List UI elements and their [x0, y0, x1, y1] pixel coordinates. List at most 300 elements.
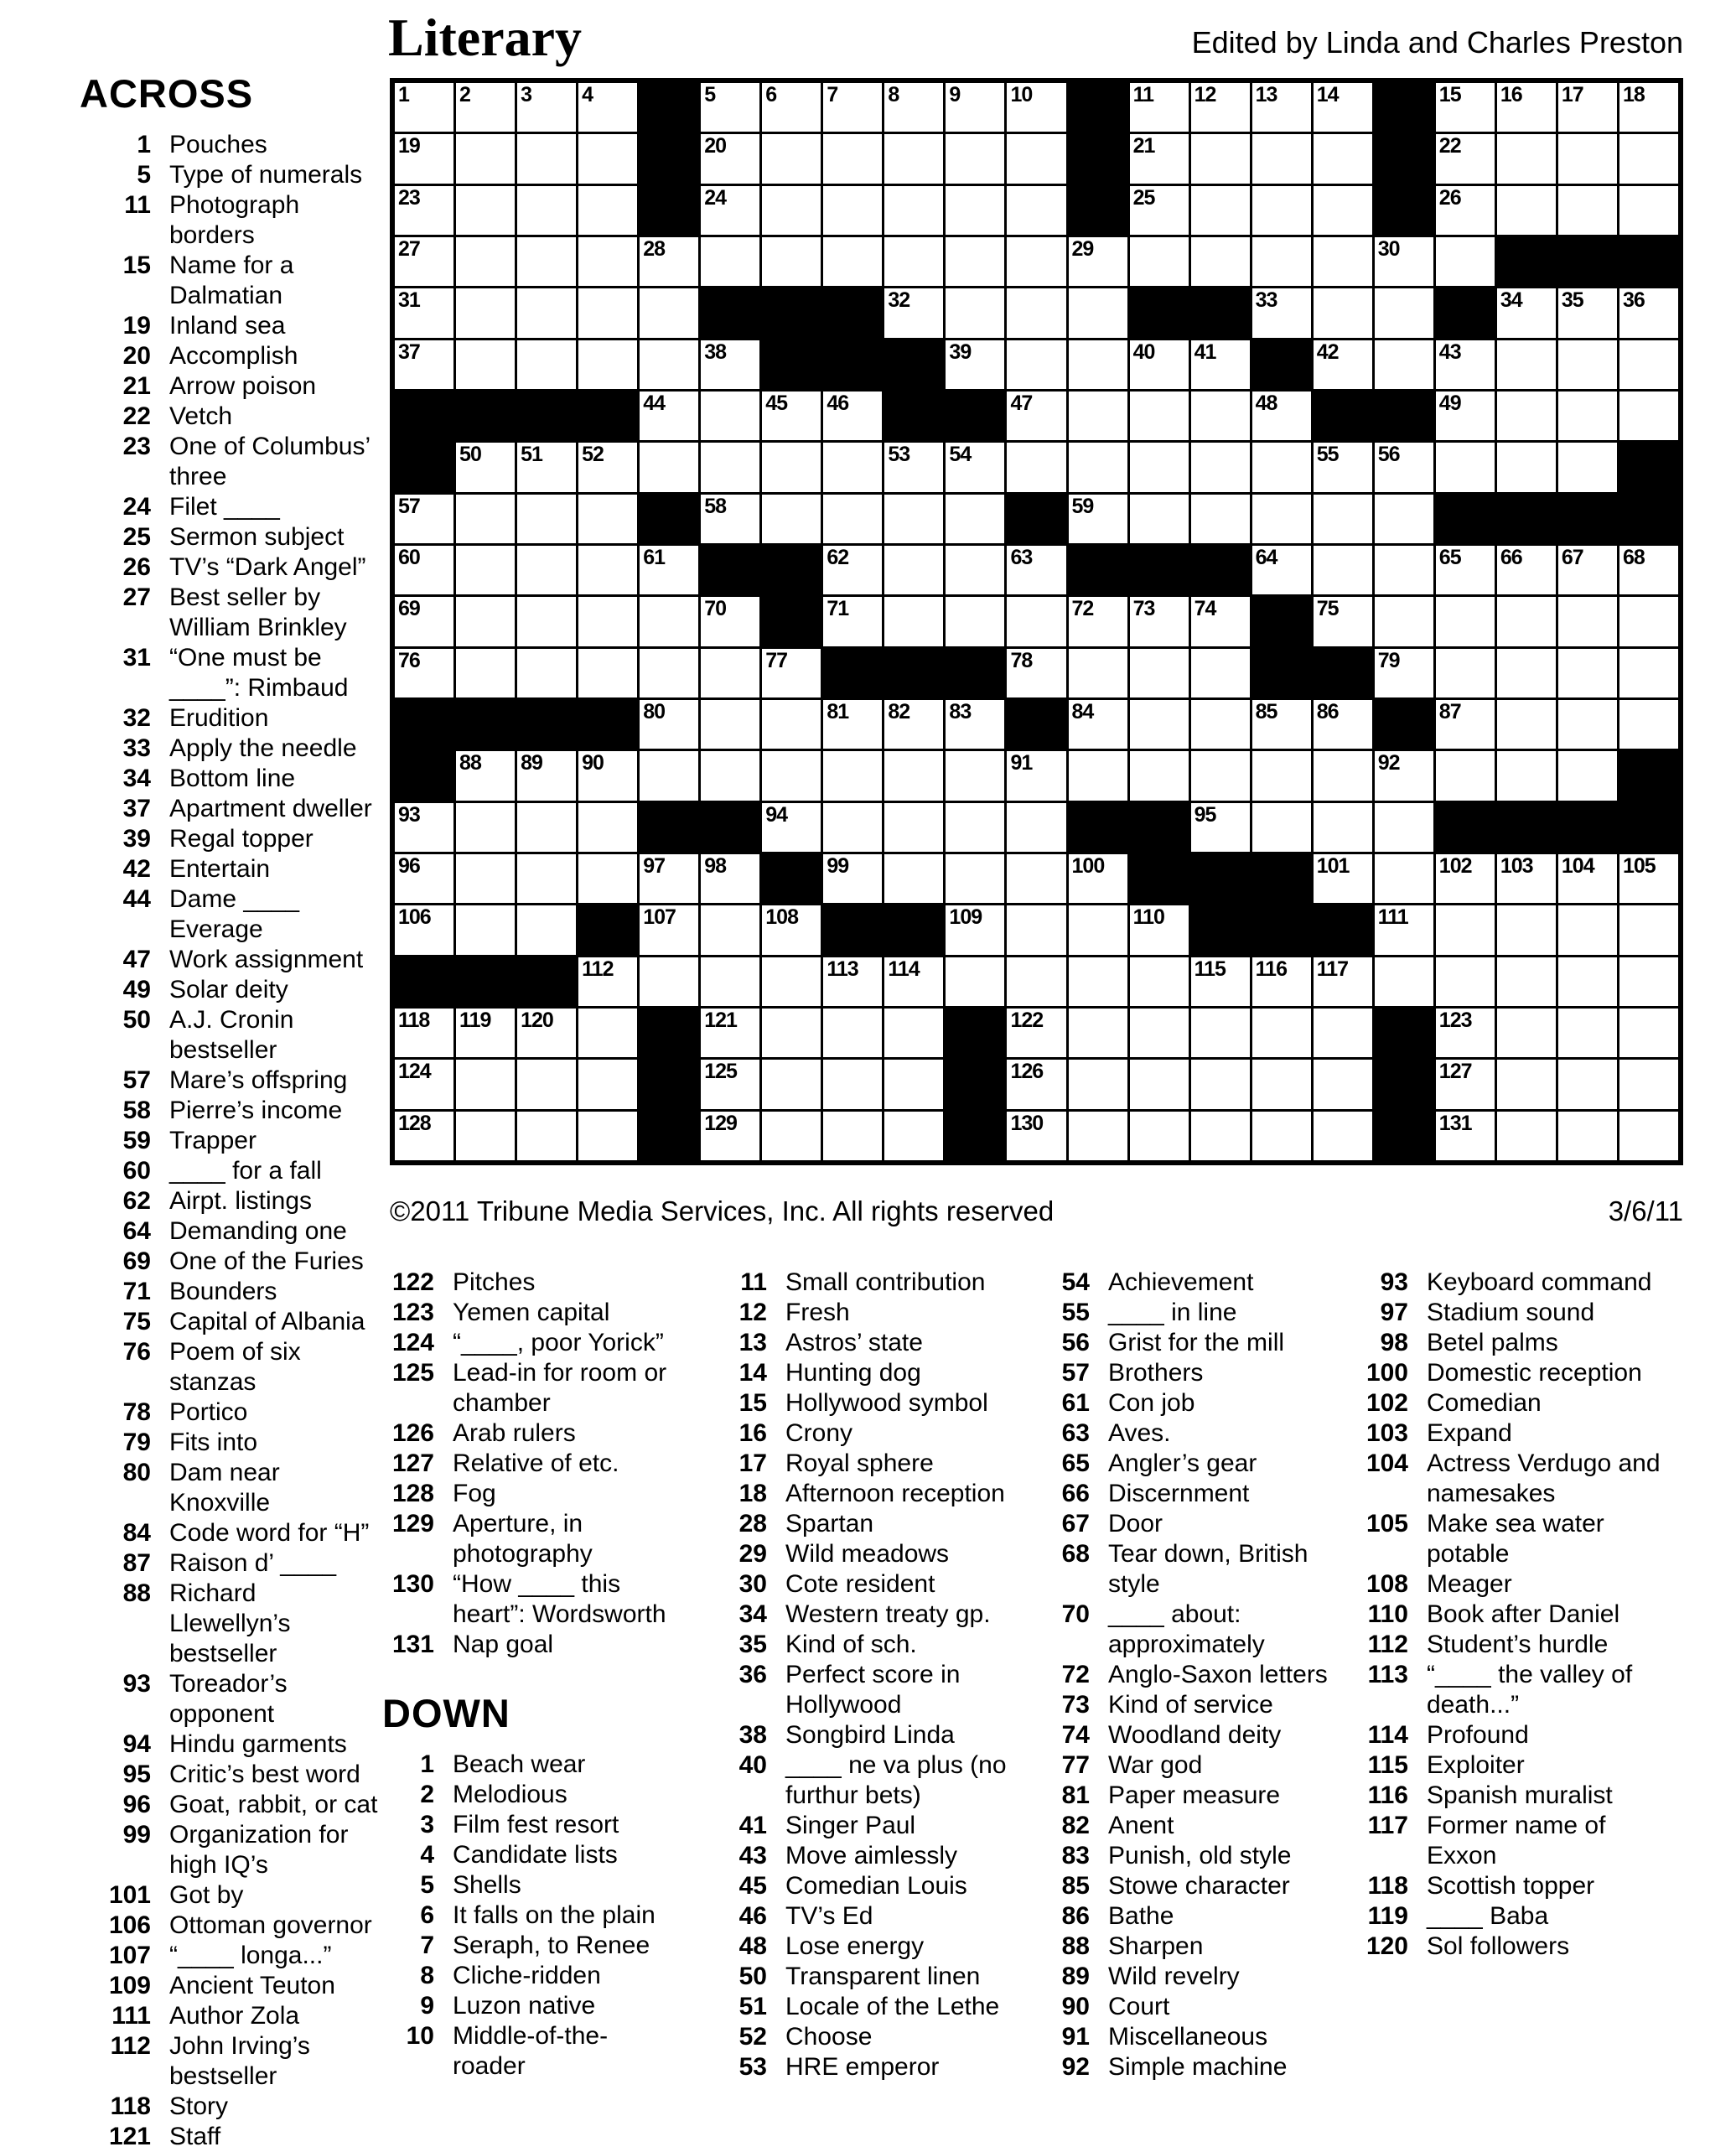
grid-cell[interactable] [456, 1009, 515, 1057]
grid-cell[interactable] [1069, 649, 1127, 697]
grid-cell[interactable] [1252, 134, 1311, 183]
grid-cell[interactable] [1558, 1112, 1617, 1160]
grid-cell[interactable] [1375, 340, 1433, 389]
grid-cell[interactable] [1558, 340, 1617, 389]
grid-cell[interactable] [1497, 83, 1556, 132]
grid-cell[interactable] [1191, 83, 1250, 132]
grid-cell[interactable] [1252, 186, 1311, 235]
grid-cell[interactable] [1314, 1009, 1372, 1057]
grid-cell[interactable] [701, 751, 759, 800]
grid-cell[interactable] [1069, 443, 1127, 491]
grid-cell[interactable] [395, 905, 453, 954]
grid-cell[interactable] [1497, 957, 1556, 1006]
grid-cell[interactable] [517, 340, 576, 389]
grid-cell[interactable] [823, 1112, 882, 1160]
grid-cell[interactable] [823, 134, 882, 183]
grid-cell[interactable] [1497, 1112, 1556, 1160]
grid-cell[interactable] [701, 83, 759, 132]
grid-cell[interactable] [1497, 443, 1556, 491]
grid-cell[interactable] [946, 340, 1004, 389]
grid-cell[interactable] [1436, 1009, 1495, 1057]
grid-cell[interactable] [1191, 134, 1250, 183]
grid-cell[interactable] [823, 1060, 882, 1108]
grid-cell[interactable] [456, 443, 515, 491]
grid-cell[interactable] [1375, 443, 1433, 491]
grid-cell[interactable] [1436, 392, 1495, 440]
grid-cell[interactable] [1314, 186, 1372, 235]
grid-cell[interactable] [1252, 392, 1311, 440]
grid-cell[interactable] [517, 134, 576, 183]
grid-cell[interactable] [701, 1060, 759, 1108]
grid-cell[interactable] [1314, 597, 1372, 646]
grid-cell[interactable] [701, 905, 759, 954]
grid-cell[interactable] [1191, 495, 1250, 543]
grid-cell[interactable] [640, 905, 698, 954]
grid-cell[interactable] [395, 854, 453, 903]
grid-cell[interactable] [1619, 905, 1678, 954]
grid-cell[interactable] [395, 803, 453, 852]
grid-cell[interactable] [640, 546, 698, 594]
grid-cell[interactable] [395, 288, 453, 337]
grid-cell[interactable] [1007, 649, 1065, 697]
grid-cell[interactable] [701, 186, 759, 235]
grid-cell[interactable] [1436, 700, 1495, 749]
grid-cell[interactable] [640, 340, 698, 389]
grid-cell[interactable] [762, 134, 821, 183]
grid-cell[interactable] [1558, 288, 1617, 337]
grid-cell[interactable] [762, 392, 821, 440]
grid-cell[interactable] [1252, 1112, 1311, 1160]
grid-cell[interactable] [578, 495, 637, 543]
grid-cell[interactable] [701, 1112, 759, 1160]
grid-cell[interactable] [946, 751, 1004, 800]
grid-cell[interactable] [946, 546, 1004, 594]
grid-cell[interactable] [1007, 1009, 1065, 1057]
grid-cell[interactable] [701, 134, 759, 183]
grid-cell[interactable] [1007, 83, 1065, 132]
grid-cell[interactable] [1007, 1060, 1065, 1108]
grid-cell[interactable] [884, 546, 943, 594]
grid-cell[interactable] [701, 854, 759, 903]
grid-cell[interactable] [762, 443, 821, 491]
grid-cell[interactable] [578, 1009, 637, 1057]
grid-cell[interactable] [1375, 957, 1433, 1006]
grid-cell[interactable] [884, 495, 943, 543]
grid-cell[interactable] [946, 186, 1004, 235]
grid-cell[interactable] [456, 546, 515, 594]
grid-cell[interactable] [456, 751, 515, 800]
grid-cell[interactable] [884, 1112, 943, 1160]
grid-cell[interactable] [517, 1060, 576, 1108]
grid-cell[interactable] [640, 649, 698, 697]
grid-cell[interactable] [1436, 597, 1495, 646]
grid-cell[interactable] [1619, 546, 1678, 594]
grid-cell[interactable] [1375, 546, 1433, 594]
grid-cell[interactable] [946, 700, 1004, 749]
grid-cell[interactable] [1130, 495, 1189, 543]
grid-cell[interactable] [1314, 495, 1372, 543]
grid-cell[interactable] [823, 803, 882, 852]
grid-cell[interactable] [578, 443, 637, 491]
grid-cell[interactable] [1436, 134, 1495, 183]
grid-cell[interactable] [701, 237, 759, 286]
grid-cell[interactable] [884, 443, 943, 491]
grid-cell[interactable] [1191, 1009, 1250, 1057]
grid-cell[interactable] [762, 1060, 821, 1108]
grid-cell[interactable] [1497, 1009, 1556, 1057]
grid-cell[interactable] [1130, 134, 1189, 183]
grid-cell[interactable] [1497, 751, 1556, 800]
grid-cell[interactable] [823, 443, 882, 491]
grid-cell[interactable] [517, 649, 576, 697]
grid-cell[interactable] [762, 649, 821, 697]
grid-cell[interactable] [578, 649, 637, 697]
grid-cell[interactable] [1436, 649, 1495, 697]
grid-cell[interactable] [395, 340, 453, 389]
grid-cell[interactable] [823, 186, 882, 235]
grid-cell[interactable] [701, 1009, 759, 1057]
grid-cell[interactable] [517, 905, 576, 954]
grid-cell[interactable] [1130, 1009, 1189, 1057]
grid-cell[interactable] [1130, 340, 1189, 389]
grid-cell[interactable] [578, 83, 637, 132]
grid-cell[interactable] [395, 1009, 453, 1057]
grid-cell[interactable] [1191, 803, 1250, 852]
grid-cell[interactable] [1375, 751, 1433, 800]
grid-cell[interactable] [1558, 649, 1617, 697]
grid-cell[interactable] [701, 597, 759, 646]
grid-cell[interactable] [1497, 340, 1556, 389]
grid-cell[interactable] [578, 186, 637, 235]
grid-cell[interactable] [762, 237, 821, 286]
grid-cell[interactable] [946, 597, 1004, 646]
grid-cell[interactable] [395, 495, 453, 543]
grid-cell[interactable] [578, 597, 637, 646]
grid-cell[interactable] [1619, 649, 1678, 697]
grid-cell[interactable] [884, 700, 943, 749]
grid-cell[interactable] [823, 1009, 882, 1057]
grid-cell[interactable] [395, 546, 453, 594]
grid-cell[interactable] [1558, 134, 1617, 183]
grid-cell[interactable] [1436, 340, 1495, 389]
grid-cell[interactable] [456, 597, 515, 646]
grid-cell[interactable] [517, 854, 576, 903]
grid-cell[interactable] [1436, 905, 1495, 954]
grid-cell[interactable] [640, 288, 698, 337]
grid-cell[interactable] [517, 803, 576, 852]
grid-cell[interactable] [578, 134, 637, 183]
grid-cell[interactable] [1130, 83, 1189, 132]
grid-cell[interactable] [762, 957, 821, 1006]
grid-cell[interactable] [946, 495, 1004, 543]
grid-cell[interactable] [1436, 186, 1495, 235]
grid-cell[interactable] [1558, 392, 1617, 440]
grid-cell[interactable] [1069, 957, 1127, 1006]
grid-cell[interactable] [1436, 546, 1495, 594]
grid-cell[interactable] [884, 1009, 943, 1057]
grid-cell[interactable] [1130, 392, 1189, 440]
grid-cell[interactable] [1558, 186, 1617, 235]
grid-cell[interactable] [1314, 1112, 1372, 1160]
grid-cell[interactable] [1069, 1009, 1127, 1057]
grid-cell[interactable] [1619, 83, 1678, 132]
grid-cell[interactable] [1191, 443, 1250, 491]
grid-cell[interactable] [456, 1060, 515, 1108]
grid-cell[interactable] [1375, 597, 1433, 646]
grid-cell[interactable] [578, 854, 637, 903]
grid-cell[interactable] [1191, 237, 1250, 286]
grid-cell[interactable] [1252, 1060, 1311, 1108]
grid-cell[interactable] [1436, 957, 1495, 1006]
grid-cell[interactable] [1436, 751, 1495, 800]
grid-cell[interactable] [884, 1060, 943, 1108]
grid-cell[interactable] [517, 751, 576, 800]
grid-cell[interactable] [1558, 700, 1617, 749]
grid-cell[interactable] [1619, 392, 1678, 440]
grid-cell[interactable] [1497, 546, 1556, 594]
grid-cell[interactable] [456, 288, 515, 337]
grid-cell[interactable] [456, 1112, 515, 1160]
grid-cell[interactable] [1314, 134, 1372, 183]
grid-cell[interactable] [1497, 700, 1556, 749]
grid-cell[interactable] [1191, 957, 1250, 1006]
grid-cell[interactable] [1375, 803, 1433, 852]
grid-cell[interactable] [762, 186, 821, 235]
grid-cell[interactable] [1007, 1112, 1065, 1160]
grid-cell[interactable] [1497, 186, 1556, 235]
grid-cell[interactable] [701, 495, 759, 543]
grid-cell[interactable] [1191, 597, 1250, 646]
grid-cell[interactable] [762, 1009, 821, 1057]
grid-cell[interactable] [1252, 1009, 1311, 1057]
grid-cell[interactable] [1130, 1112, 1189, 1160]
grid-cell[interactable] [946, 803, 1004, 852]
grid-cell[interactable] [517, 237, 576, 286]
grid-cell[interactable] [395, 597, 453, 646]
grid-cell[interactable] [1069, 1060, 1127, 1108]
grid-cell[interactable] [1558, 751, 1617, 800]
grid-cell[interactable] [1130, 237, 1189, 286]
grid-cell[interactable] [1130, 905, 1189, 954]
grid-cell[interactable] [640, 392, 698, 440]
grid-cell[interactable] [640, 597, 698, 646]
grid-cell[interactable] [1619, 134, 1678, 183]
grid-cell[interactable] [884, 597, 943, 646]
grid-cell[interactable] [1619, 957, 1678, 1006]
grid-cell[interactable] [1619, 1060, 1678, 1108]
grid-cell[interactable] [1007, 340, 1065, 389]
grid-cell[interactable] [640, 957, 698, 1006]
grid-cell[interactable] [946, 905, 1004, 954]
grid-cell[interactable] [884, 854, 943, 903]
grid-cell[interactable] [1375, 854, 1433, 903]
grid-cell[interactable] [640, 237, 698, 286]
grid-cell[interactable] [884, 186, 943, 235]
grid-cell[interactable] [517, 1112, 576, 1160]
grid-cell[interactable] [1497, 288, 1556, 337]
grid-cell[interactable] [762, 905, 821, 954]
grid-cell[interactable] [1314, 443, 1372, 491]
grid-cell[interactable] [1619, 288, 1678, 337]
grid-cell[interactable] [1558, 443, 1617, 491]
grid-cell[interactable] [1252, 957, 1311, 1006]
grid-cell[interactable] [762, 700, 821, 749]
grid-cell[interactable] [1558, 1009, 1617, 1057]
grid-cell[interactable] [1314, 83, 1372, 132]
grid-cell[interactable] [395, 649, 453, 697]
grid-cell[interactable] [1069, 1112, 1127, 1160]
grid-cell[interactable] [1497, 134, 1556, 183]
grid-cell[interactable] [1314, 340, 1372, 389]
grid-cell[interactable] [884, 237, 943, 286]
grid-cell[interactable] [1130, 1060, 1189, 1108]
grid-cell[interactable] [1007, 288, 1065, 337]
grid-cell[interactable] [456, 905, 515, 954]
grid-cell[interactable] [823, 751, 882, 800]
grid-cell[interactable] [1191, 1112, 1250, 1160]
grid-cell[interactable] [395, 83, 453, 132]
grid-cell[interactable] [517, 546, 576, 594]
grid-cell[interactable] [1130, 597, 1189, 646]
grid-cell[interactable] [1436, 443, 1495, 491]
grid-cell[interactable] [1069, 340, 1127, 389]
grid-cell[interactable] [640, 854, 698, 903]
grid-cell[interactable] [1375, 288, 1433, 337]
grid-cell[interactable] [946, 854, 1004, 903]
grid-cell[interactable] [1130, 957, 1189, 1006]
grid-cell[interactable] [1069, 905, 1127, 954]
grid-cell[interactable] [1069, 597, 1127, 646]
grid-cell[interactable] [456, 134, 515, 183]
grid-cell[interactable] [578, 546, 637, 594]
grid-cell[interactable] [1314, 1060, 1372, 1108]
grid-cell[interactable] [1252, 237, 1311, 286]
grid-cell[interactable] [456, 803, 515, 852]
grid-cell[interactable] [1436, 1060, 1495, 1108]
grid-cell[interactable] [1619, 1112, 1678, 1160]
grid-cell[interactable] [946, 288, 1004, 337]
grid-cell[interactable] [395, 1112, 453, 1160]
grid-cell[interactable] [1558, 597, 1617, 646]
grid-cell[interactable] [517, 443, 576, 491]
grid-cell[interactable] [946, 957, 1004, 1006]
grid-cell[interactable] [701, 700, 759, 749]
grid-cell[interactable] [1252, 495, 1311, 543]
grid-cell[interactable] [701, 649, 759, 697]
grid-cell[interactable] [1252, 288, 1311, 337]
grid-cell[interactable] [823, 495, 882, 543]
grid-cell[interactable] [1191, 700, 1250, 749]
grid-cell[interactable] [1007, 134, 1065, 183]
grid-cell[interactable] [1619, 340, 1678, 389]
grid-cell[interactable] [946, 443, 1004, 491]
grid-cell[interactable] [1252, 751, 1311, 800]
grid-cell[interactable] [1191, 340, 1250, 389]
grid-cell[interactable] [640, 751, 698, 800]
grid-cell[interactable] [1375, 905, 1433, 954]
grid-cell[interactable] [762, 803, 821, 852]
grid-cell[interactable] [1497, 905, 1556, 954]
grid-cell[interactable] [1191, 392, 1250, 440]
grid-cell[interactable] [1007, 957, 1065, 1006]
grid-cell[interactable] [1497, 1060, 1556, 1108]
grid-cell[interactable] [1252, 546, 1311, 594]
grid-cell[interactable] [884, 751, 943, 800]
grid-cell[interactable] [1619, 597, 1678, 646]
grid-cell[interactable] [1007, 186, 1065, 235]
grid-cell[interactable] [946, 83, 1004, 132]
grid-cell[interactable] [884, 803, 943, 852]
grid-cell[interactable] [1069, 495, 1127, 543]
grid-cell[interactable] [1375, 237, 1433, 286]
grid-cell[interactable] [1252, 83, 1311, 132]
grid-cell[interactable] [1558, 905, 1617, 954]
grid-cell[interactable] [1497, 854, 1556, 903]
grid-cell[interactable] [1069, 751, 1127, 800]
grid-cell[interactable] [456, 237, 515, 286]
grid-cell[interactable] [1314, 288, 1372, 337]
grid-cell[interactable] [1130, 186, 1189, 235]
grid-cell[interactable] [1130, 700, 1189, 749]
grid-cell[interactable] [640, 443, 698, 491]
grid-cell[interactable] [823, 854, 882, 903]
grid-cell[interactable] [1007, 392, 1065, 440]
grid-cell[interactable] [395, 186, 453, 235]
grid-cell[interactable] [1314, 854, 1372, 903]
grid-cell[interactable] [1191, 751, 1250, 800]
grid-cell[interactable] [578, 957, 637, 1006]
grid-cell[interactable] [1007, 905, 1065, 954]
grid-cell[interactable] [1375, 649, 1433, 697]
grid-cell[interactable] [578, 340, 637, 389]
grid-cell[interactable] [1069, 392, 1127, 440]
grid-cell[interactable] [517, 186, 576, 235]
grid-cell[interactable] [1558, 83, 1617, 132]
grid-cell[interactable] [1558, 1060, 1617, 1108]
grid-cell[interactable] [1069, 700, 1127, 749]
grid-cell[interactable] [884, 288, 943, 337]
grid-cell[interactable] [395, 237, 453, 286]
grid-cell[interactable] [823, 700, 882, 749]
grid-cell[interactable] [456, 854, 515, 903]
grid-cell[interactable] [701, 392, 759, 440]
grid-cell[interactable] [1252, 443, 1311, 491]
grid-cell[interactable] [1436, 237, 1495, 286]
grid-cell[interactable] [762, 751, 821, 800]
grid-cell[interactable] [701, 340, 759, 389]
grid-cell[interactable] [823, 392, 882, 440]
grid-cell[interactable] [456, 83, 515, 132]
grid-cell[interactable] [823, 546, 882, 594]
grid-cell[interactable] [1007, 237, 1065, 286]
grid-cell[interactable] [456, 649, 515, 697]
grid-cell[interactable] [640, 700, 698, 749]
grid-cell[interactable] [1314, 957, 1372, 1006]
grid-cell[interactable] [456, 186, 515, 235]
grid-cell[interactable] [1007, 854, 1065, 903]
grid-cell[interactable] [1007, 443, 1065, 491]
grid-cell[interactable] [1007, 546, 1065, 594]
grid-cell[interactable] [946, 134, 1004, 183]
grid-cell[interactable] [578, 237, 637, 286]
grid-cell[interactable] [1558, 854, 1617, 903]
grid-cell[interactable] [701, 957, 759, 1006]
grid-cell[interactable] [701, 443, 759, 491]
grid-cell[interactable] [1130, 649, 1189, 697]
grid-cell[interactable] [1314, 546, 1372, 594]
grid-cell[interactable] [1069, 854, 1127, 903]
grid-cell[interactable] [1436, 83, 1495, 132]
